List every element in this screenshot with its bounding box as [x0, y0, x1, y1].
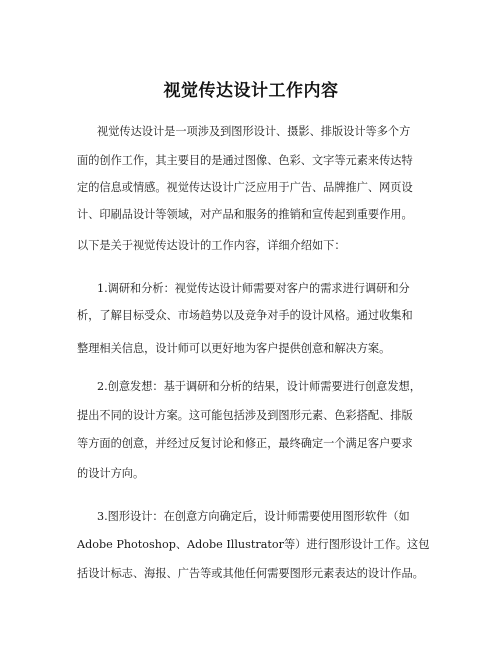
paragraph-line: 计、印刷品设计等领域，对产品和服务的推销和宣传起到重要作用。	[77, 208, 413, 221]
paragraph-line: 定的信息或情感。视觉传达设计广泛应用于广告、品牌推广、网页设	[77, 181, 413, 194]
paragraph-line: 析，了解目标受众、市场趋势以及竞争对手的设计风格。通过收集和	[77, 309, 413, 322]
document-title: 视觉传达设计工作内容	[163, 81, 339, 101]
paragraph-line: 视觉传达设计是一项涉及到图形设计、摄影、排版设计等多个方	[97, 125, 411, 138]
paragraph-line: 以下是关于视觉传达设计的工作内容，详细介绍如下：	[77, 239, 346, 252]
paragraph-line: 面的创作工作，其主要目的是通过图像、色彩、文字等元素来传达特	[77, 154, 413, 167]
paragraph-line: Adobe Photoshop、Adobe Illustrator等）进行图形设计工作。这包	[77, 538, 430, 551]
paragraph-line: 提出不同的设计方案。这可能包括涉及到图形元素、色彩搭配、排版	[77, 409, 413, 422]
paragraph-line: 括设计标志、海报、广告等或其他任何需要图形元素表达的设计作品。	[77, 567, 424, 580]
paragraph-line: 3.图形设计：在创意方向确定后，设计师需要使用图形软件（如	[97, 510, 410, 523]
paragraph-line: 整理相关信息，设计师可以更好地为客户提供创意和解决方案。	[77, 342, 391, 355]
paragraph-line: 的设计方向。	[77, 467, 145, 480]
paragraph-line: 等方面的创意，并经过反复讨论和修正，最终确定一个满足客户要求	[77, 437, 413, 450]
paragraph-line: 2.创意发想：基于调研和分析的结果，设计师需要进行创意发想，	[97, 380, 421, 393]
paragraph-line: 1.调研和分析：视觉传达设计师需要对客户的需求进行调研和分	[97, 282, 410, 295]
